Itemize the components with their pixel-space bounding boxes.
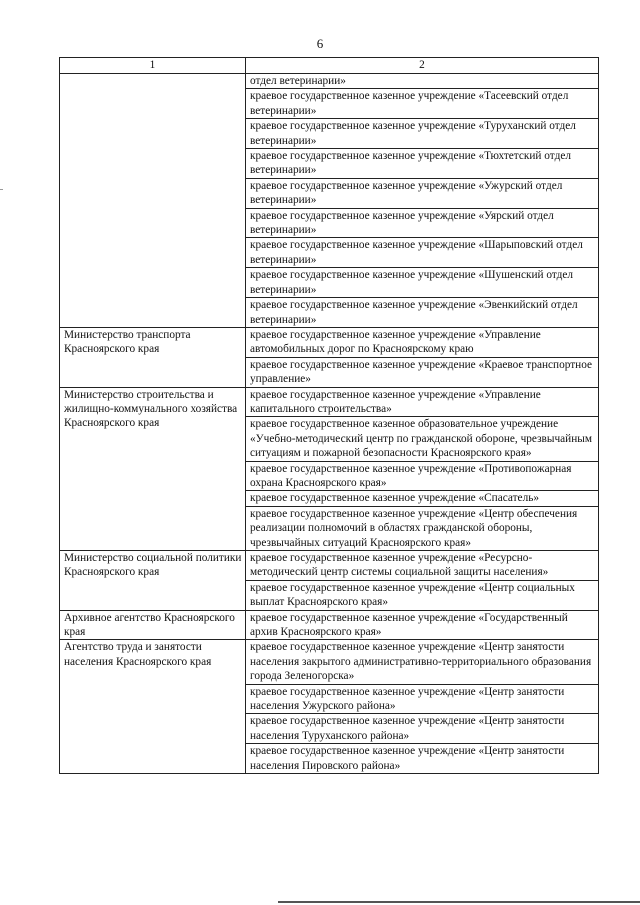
- table-body: [60, 74, 599, 774]
- page-number: 6: [316, 36, 324, 51]
- institution-cell: краевое государственное казенное учреждение «Центр обеспечения реализации полномочий в областях гражданской обороны, чрезвычайных ситуаций Красноярского края»: [246, 506, 599, 550]
- institution-cell: краевое государственное казенное учреждение «Центр занятости населения закрытого административно-территориального образования города Зеленогорска»: [246, 640, 599, 684]
- institution-cell: краевое государственное казенное учреждение «Туруханский отдел ветеринарии»: [246, 119, 599, 149]
- bottom-rule: [278, 901, 640, 903]
- institution-cell: краевое государственное казенное учреждение «Спасатель»: [246, 491, 599, 506]
- institutions-table: [59, 57, 599, 774]
- table-row: [60, 74, 599, 89]
- scan-artifact: [0, 189, 3, 190]
- institution-cell: краевое государственное казенное учреждение «Центр занятости населения Пировского района»: [246, 744, 599, 774]
- table-row: [60, 610, 599, 640]
- ministry-cell: Министерство строительства и жилищно-коммунального хозяйства Красноярского края: [60, 387, 246, 550]
- institution-cell: краевое государственное казенное учреждение «Уярский отдел ветеринарии»: [246, 208, 599, 238]
- institution-cell: краевое государственное казенное учреждение «Государственный архив Красноярского края»: [246, 610, 599, 640]
- table-row: [60, 387, 599, 417]
- institution-cell: краевое государственное казенное учреждение «Шушенский отдел ветеринарии»: [246, 268, 599, 298]
- table-row: [60, 327, 599, 357]
- institution-cell: отдел ветеринарии»: [246, 74, 599, 89]
- institution-cell: краевое государственное казенное учреждение «Противопожарная охрана Красноярского края»: [246, 461, 599, 491]
- table-header-row: [60, 58, 599, 74]
- column-header-2: 2: [246, 58, 599, 74]
- ministry-cell: Архивное агентство Красноярского края: [60, 610, 246, 640]
- institution-cell: краевое государственное казенное учреждение «Краевое транспортное управление»: [246, 357, 599, 387]
- institution-cell: краевое государственное казенное учреждение «Управление капитального строительства»: [246, 387, 599, 417]
- institution-cell: краевое государственное казенное учреждение «Центр занятости населения Туруханского района»: [246, 714, 599, 744]
- institution-cell: краевое государственное казенное учреждение «Шарыповский отдел ветеринарии»: [246, 238, 599, 268]
- column-header-1: 1: [60, 58, 246, 74]
- ministry-cell: Министерство транспорта Красноярского края: [60, 327, 246, 387]
- institution-cell: краевое государственное казенное образовательное учреждение «Учебно-методический центр по гражданской обороне, чрезвычайным ситуациям и пожарной безопасности Красноярского края»: [246, 417, 599, 461]
- institution-cell: краевое государственное казенное учреждение «Ресурсно-методический центр системы социальной защиты населения»: [246, 551, 599, 581]
- institution-cell: краевое государственное казенное учреждение «Эвенкийский отдел ветеринарии»: [246, 298, 599, 328]
- ministry-cell: Агентство труда и занятости населения Красноярского края: [60, 640, 246, 774]
- institution-cell: краевое государственное казенное учреждение «Управление автомобильных дорог по Красноярскому краю: [246, 327, 599, 357]
- ministry-cell: [60, 74, 246, 328]
- ministry-cell: Министерство социальной политики Красноярского края: [60, 551, 246, 611]
- institution-cell: краевое государственное казенное учреждение «Центр социальных выплат Красноярского края»: [246, 580, 599, 610]
- institution-cell: краевое государственное казенное учреждение «Тасеевский отдел ветеринарии»: [246, 89, 599, 119]
- institution-cell: краевое государственное казенное учреждение «Центр занятости населения Ужурского района»: [246, 684, 599, 714]
- table-row: [60, 640, 599, 684]
- institution-cell: краевое государственное казенное учреждение «Тюхтетский отдел ветеринарии»: [246, 149, 599, 179]
- institution-cell: краевое государственное казенное учреждение «Ужурский отдел ветеринарии»: [246, 178, 599, 208]
- table-row: [60, 551, 599, 581]
